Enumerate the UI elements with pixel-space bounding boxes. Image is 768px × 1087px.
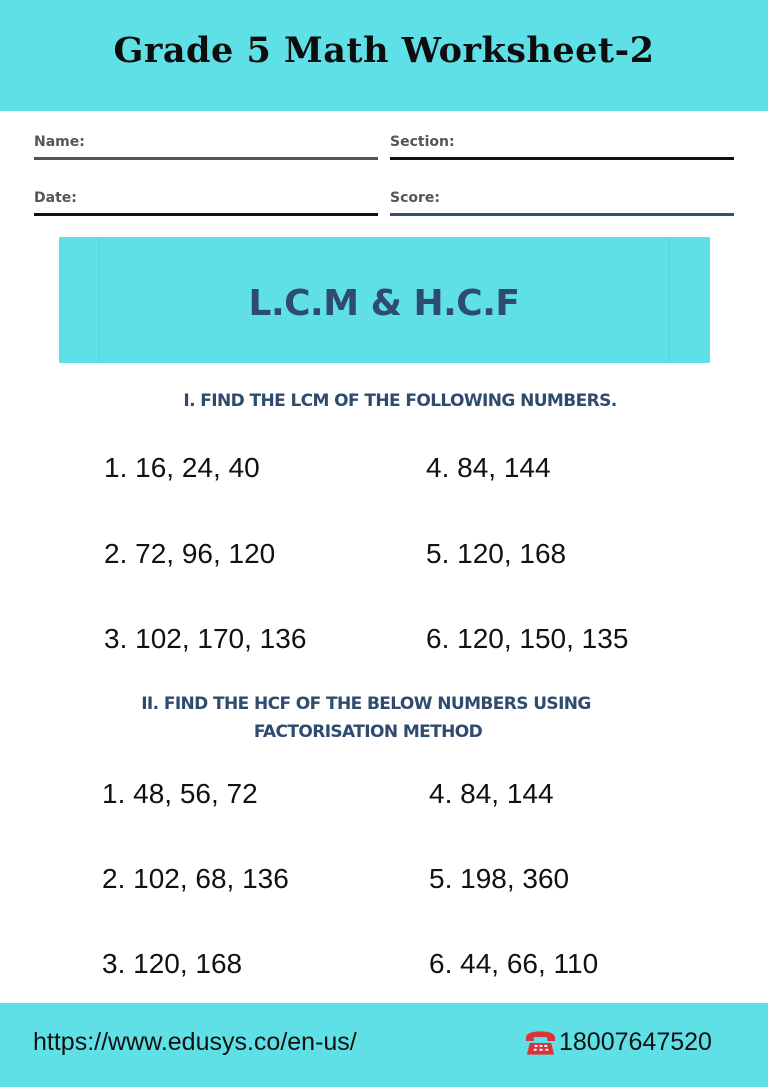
section2-heading-line2: FACTORISATION METHOD — [253, 722, 483, 742]
footer-url-link[interactable]: https://www.edusys.co/en-us/ — [33, 1028, 357, 1056]
date-label: Date: — [34, 190, 77, 206]
hcf-problem-3: 3. 120, 168 — [102, 948, 243, 979]
date-field-line[interactable] — [34, 213, 378, 216]
topic-title: L.C.M & H.C.F — [248, 283, 520, 324]
lcm-problem-3: 3. 102, 170, 136 — [104, 623, 307, 654]
lcm-problem-1: 1. 16, 24, 40 — [104, 452, 260, 483]
score-label: Score: — [390, 190, 440, 206]
telephone-icon — [524, 1030, 557, 1056]
section2-heading-line1: II. FIND THE HCF OF THE BELOW NUMBERS USING — [141, 694, 591, 714]
name-label: Name: — [34, 134, 85, 150]
page-title: Grade 5 Math Worksheet-2 — [113, 30, 655, 71]
hcf-problem-4: 4. 84, 144 — [429, 778, 554, 809]
name-field-line[interactable] — [34, 157, 378, 160]
lcm-problem-2: 2. 72, 96, 120 — [104, 538, 276, 569]
section1-heading: I. FIND THE LCM OF THE FOLLOWING NUMBERS. — [183, 391, 617, 411]
hcf-problem-5: 5. 198, 360 — [429, 863, 570, 894]
footer-phone[interactable] — [524, 1028, 712, 1057]
footer-phone-number: 18007647520 — [559, 1028, 712, 1056]
lcm-problem-4: 4. 84, 144 — [426, 452, 551, 483]
hcf-problem-6: 6. 44, 66, 110 — [429, 948, 599, 979]
lcm-problem-6: 6. 120, 150, 135 — [426, 623, 629, 654]
hcf-problem-2: 2. 102, 68, 136 — [102, 863, 289, 894]
section-label: Section: — [390, 134, 455, 150]
lcm-problem-5: 5. 120, 168 — [426, 538, 567, 569]
hcf-problem-1: 1. 48, 56, 72 — [102, 778, 258, 809]
score-field-line[interactable] — [390, 213, 734, 216]
section-field-line[interactable] — [390, 157, 734, 160]
